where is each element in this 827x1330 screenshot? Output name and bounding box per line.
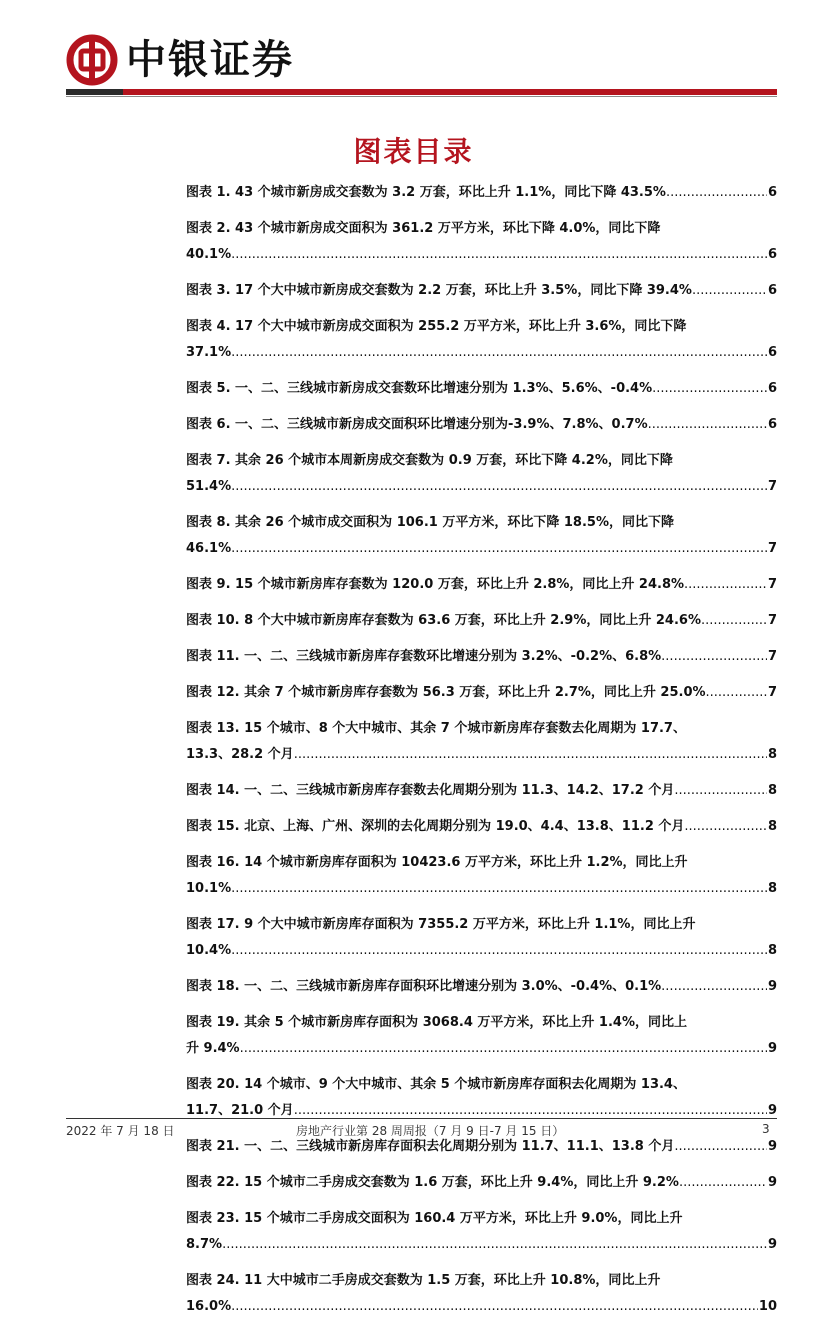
footer-report-title: 房地产行业第 28 周周报（7 月 9 日-7 月 15 日） (296, 1124, 565, 1138)
toc-entry-title-continued: 10.4% (186, 943, 232, 958)
toc-entry-title: 图表 22. 15 个城市二手房成交套数为 1.6 万套，环比上升 9.4%，同比上升 9.2% (186, 1175, 679, 1190)
toc-entry-page: 9 (767, 1237, 777, 1252)
toc-entry[interactable] (186, 1170, 777, 1196)
toc-entry[interactable] (186, 912, 777, 964)
toc-entry-title: 图表 4. 17 个大中城市新房成交面积为 255.2 万平方米，环比上升 3.6%，同比下降 (186, 319, 687, 334)
toc-entry-title: 图表 20. 14 个城市、9 个大中城市、其余 5 个城市新房库存面积去化周期为 13.4、 (186, 1077, 686, 1092)
toc-entry[interactable] (186, 1268, 777, 1320)
toc-entry-page: 6 (767, 381, 777, 396)
toc-entry-page: 8 (767, 783, 777, 798)
dot-leader (684, 814, 767, 840)
toc-entry-title-continued: 37.1% (186, 345, 232, 360)
dot-leader (674, 1134, 767, 1160)
toc-entry[interactable] (186, 1206, 777, 1258)
dot-leader (706, 680, 767, 706)
footer-date: 2022 年 7 月 18 日 (66, 1124, 175, 1138)
toc-entry-title: 图表 24. 11 大中城市二手房成交套数为 1.5 万套，环比上升 10.8%，同比上升 (186, 1273, 661, 1288)
toc-entry-title-continued: 40.1% (186, 247, 232, 262)
toc-entry-page: 8 (767, 747, 777, 762)
dot-leader (648, 412, 767, 438)
dot-leader (701, 608, 767, 634)
toc-entry[interactable] (186, 572, 777, 598)
footer-page-number: 3 (762, 1122, 770, 1136)
toc-entry[interactable] (186, 608, 777, 634)
dot-leader (231, 536, 767, 562)
dot-leader (231, 876, 767, 902)
toc-entry-page: 8 (767, 881, 777, 896)
toc-entry-page: 8 (767, 943, 777, 958)
toc-entry[interactable] (186, 680, 777, 706)
dot-leader (294, 742, 767, 768)
toc-entry[interactable] (186, 1010, 777, 1062)
toc-entry[interactable] (186, 278, 777, 304)
toc-entry-page: 6 (767, 247, 777, 262)
toc-entry-title-continued: 11.7、21.0 个月 (186, 1103, 294, 1118)
toc-entry-page: 6 (767, 345, 777, 360)
header-rule-thin (66, 96, 777, 97)
toc-entry-title-continued: 51.4% (186, 479, 232, 494)
brand-name: 中银证券 (126, 36, 294, 83)
toc-entry-title: 图表 2. 43 个城市新房成交面积为 361.2 万平方米，环比下降 4.0%，同比下降 (186, 221, 661, 236)
toc-entry-page: 7 (767, 577, 777, 592)
toc-entry-title: 图表 19. 其余 5 个城市新房库存面积为 3068.4 万平方米，环比上升 1.4%，同比上 (186, 1015, 687, 1030)
toc-entry-page: 9 (767, 1103, 777, 1118)
dot-leader (231, 340, 767, 366)
footer-rule (66, 1118, 777, 1119)
toc-entry-title: 图表 15. 北京、上海、广州、深圳的去化周期分别为 19.0、4.4、13.8、11.2 个月 (186, 819, 685, 834)
toc-entry-title: 图表 8. 其余 26 个城市成交面积为 106.1 万平方米，环比下降 18.5%，同比下降 (186, 515, 674, 530)
toc-entry[interactable] (186, 716, 777, 768)
toc-entry-page: 9 (767, 1175, 777, 1190)
dot-leader (652, 376, 767, 402)
toc-entry-title: 图表 17. 9 个大中城市新房库存面积为 7355.2 万平方米，环比上升 1.1%，同比上升 (186, 917, 696, 932)
toc-entry-title: 图表 13. 15 个城市、8 个大中城市、其余 7 个城市新房库存套数去化周期为 17.7、 (186, 721, 686, 736)
toc-entry[interactable] (186, 644, 777, 670)
toc-entry-page: 6 (767, 417, 777, 432)
dot-leader (666, 180, 767, 206)
bank-of-china-logo-icon (66, 34, 118, 86)
dot-leader (661, 974, 767, 1000)
toc-entry[interactable] (186, 216, 777, 268)
toc-entry-page: 8 (767, 819, 777, 834)
toc-entry-title-continued: 10.1% (186, 881, 232, 896)
dot-leader (231, 242, 767, 268)
toc-entry-title: 图表 1. 43 个城市新房成交套数为 3.2 万套，环比上升 1.1%，同比下降 43.5% (186, 185, 666, 200)
toc-entry[interactable] (186, 314, 777, 366)
toc-entry-page: 6 (767, 283, 777, 298)
toc-entry-page: 10 (758, 1299, 777, 1314)
toc-entry-page: 9 (767, 1041, 777, 1056)
toc-entry-page: 7 (767, 613, 777, 628)
dot-leader (692, 278, 767, 304)
toc-entry[interactable] (186, 412, 777, 438)
toc-entry-title: 图表 12. 其余 7 个城市新房库存套数为 56.3 万套，环比上升 2.7%，同比上升 25.0% (186, 685, 706, 700)
toc-entry-title: 图表 14. 一、二、三线城市新房库存套数去化周期分别为 11.3、14.2、17.2 个月 (186, 783, 675, 798)
table-of-figures (186, 180, 777, 1330)
dot-leader (674, 778, 767, 804)
toc-entry-title: 图表 16. 14 个城市新房库存面积为 10423.6 万平方米，环比上升 1.2%，同比上升 (186, 855, 688, 870)
toc-entry-page: 6 (767, 185, 777, 200)
header-rule-red (123, 89, 777, 95)
toc-entry-title: 图表 23. 15 个城市二手房成交面积为 160.4 万平方米，环比上升 9.0%，同比上升 (186, 1211, 683, 1226)
toc-entry-title: 图表 6. 一、二、三线城市新房成交面积环比增速分别为-3.9%、7.8%、0.7% (186, 417, 648, 432)
toc-entry-page: 7 (767, 685, 777, 700)
dot-leader (231, 938, 767, 964)
toc-entry-page: 7 (767, 649, 777, 664)
dot-leader (661, 644, 767, 670)
toc-entry-title-continued: 升 9.4% (186, 1041, 240, 1056)
toc-entry-title-continued: 8.7% (186, 1237, 223, 1252)
toc-entry-page: 7 (767, 541, 777, 556)
dot-leader (240, 1036, 767, 1062)
toc-entry[interactable] (186, 778, 777, 804)
toc-entry-title: 图表 7. 其余 26 个城市本周新房成交套数为 0.9 万套，环比下降 4.2%，同比下降 (186, 453, 673, 468)
toc-entry-title-continued: 13.3、28.2 个月 (186, 747, 294, 762)
toc-entry-title: 图表 3. 17 个大中城市新房成交套数为 2.2 万套，环比上升 3.5%，同比下降 39.4% (186, 283, 692, 298)
dot-leader (231, 474, 767, 500)
toc-entry[interactable] (186, 1072, 777, 1124)
dot-leader (294, 1098, 767, 1124)
toc-entry[interactable] (186, 180, 777, 206)
toc-entry-page: 9 (767, 1139, 777, 1154)
toc-entry[interactable] (186, 850, 777, 902)
toc-entry[interactable] (186, 974, 777, 1000)
toc-entry-title: 图表 10. 8 个大中城市新房库存套数为 63.6 万套，环比上升 2.9%，同比上升 24.6% (186, 613, 701, 628)
dot-leader (679, 1170, 767, 1196)
toc-entry-title: 图表 5. 一、二、三线城市新房成交套数环比增速分别为 1.3%、5.6%、-0.4% (186, 381, 653, 396)
toc-entry-title: 图表 9. 15 个城市新房库存套数为 120.0 万套，环比上升 2.8%，同比上升 24.8% (186, 577, 685, 592)
toc-title: 图表目录 (353, 135, 474, 168)
toc-entry-title: 图表 11. 一、二、三线城市新房库存套数环比增速分别为 3.2%、-0.2%、6.8% (186, 649, 662, 664)
toc-entry[interactable] (186, 448, 777, 500)
toc-entry[interactable] (186, 510, 777, 562)
dot-leader (222, 1232, 767, 1258)
dot-leader (684, 572, 767, 598)
toc-entry[interactable] (186, 814, 777, 840)
toc-entry-title-continued: 46.1% (186, 541, 232, 556)
toc-entry[interactable] (186, 376, 777, 402)
page-header (0, 0, 827, 100)
dot-leader (231, 1294, 758, 1320)
toc-entry-page: 9 (767, 979, 777, 994)
toc-entry-page: 7 (767, 479, 777, 494)
header-rule-dark (66, 89, 123, 95)
toc-entry-title-continued: 16.0% (186, 1299, 232, 1314)
toc-entry-title: 图表 21. 一、二、三线城市新房库存面积去化周期分别为 11.7、11.1、13.8 个月 (186, 1139, 675, 1154)
toc-entry-title: 图表 18. 一、二、三线城市新房库存面积环比增速分别为 3.0%、-0.4%、0.1% (186, 979, 662, 994)
